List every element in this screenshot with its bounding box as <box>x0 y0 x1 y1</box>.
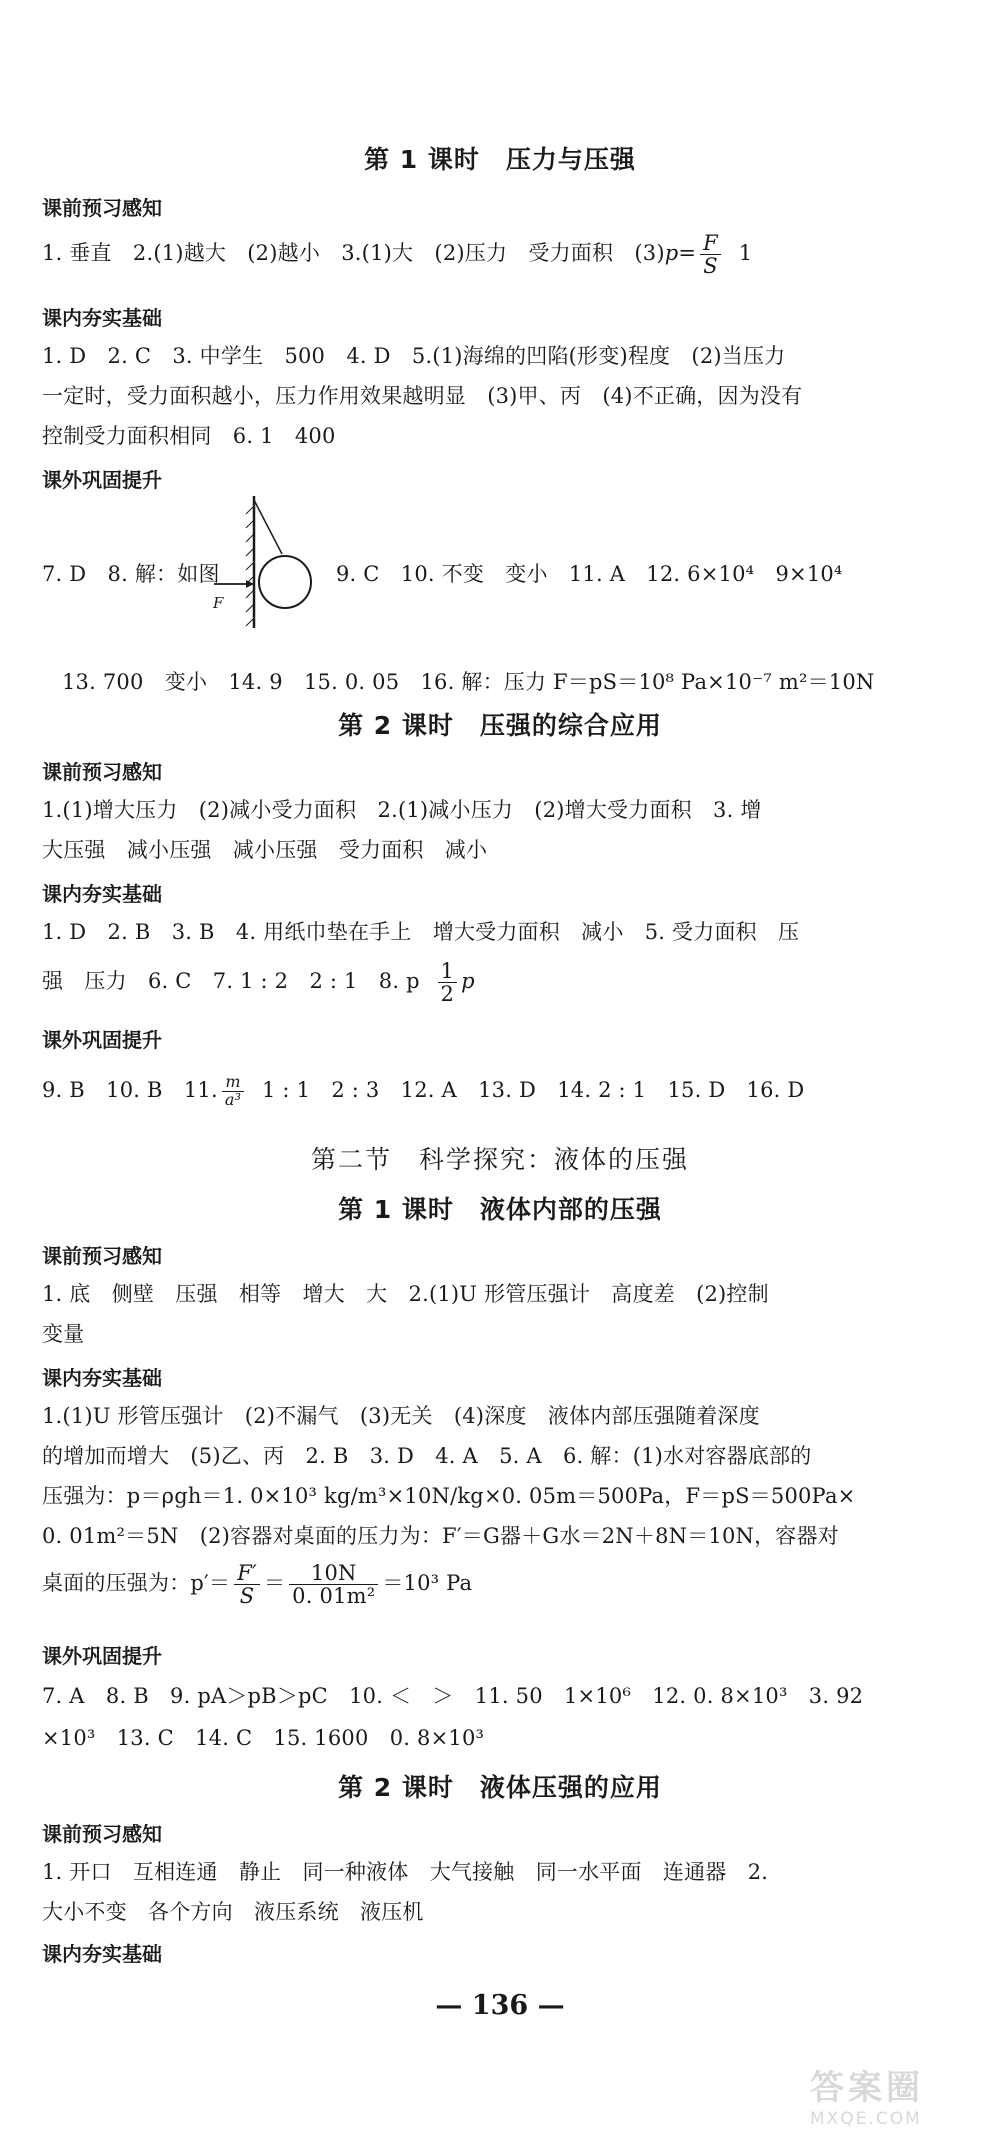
answer-text: 1 : 1 2 : 3 12. A 13. D 14. 2 : 1 15. D 16. D <box>261 1078 805 1102</box>
answer-text: 9. B 10. B 11. <box>42 1078 218 1102</box>
answer-symbol: p <box>664 241 679 266</box>
lesson-title-pressure: 第 1 课时 压力与压强 <box>364 145 636 174</box>
answer-line: 1.(1)U 形管压强计 (2)不漏气 (3)无关 (4)深度 液体内部压强随着深度 <box>42 1404 760 1428</box>
answer-text: 强 压力 6. C 7. 1 : 2 2 : 1 8. p <box>42 969 420 994</box>
heading-basics: 课内夯实基础 <box>42 1942 162 1966</box>
answer-symbol: p <box>461 969 475 994</box>
answer-line: 1.(1)增大压力 (2)减小受力面积 2.(1)减小压力 (2)增大受力面积 3. 增 <box>42 798 762 822</box>
answer-line: 大小不变 各个方向 液压系统 液压机 <box>42 1900 424 1924</box>
answer-line: 大压强 减小压强 减小压强 受力面积 减小 <box>42 838 488 862</box>
heading-basics: 课内夯实基础 <box>42 306 162 330</box>
answer-line <box>42 232 962 277</box>
answer-text: 桌面的压强为：p′＝ <box>42 1571 231 1596</box>
heading-preview: 课前预习感知 <box>42 1822 162 1846</box>
fraction-denominator: 2 <box>440 982 455 1007</box>
lesson-title-pressure-application: 第 2 课时 压强的综合应用 <box>338 711 662 740</box>
answer-line: 1. 底 侧壁 压强 相等 增大 大 2.(1)U 形管压强计 高度差 (2)控制 <box>42 1282 769 1306</box>
answer-line: 的增加而增大 (5)乙、丙 2. B 3. D 4. A 5. A 6. 解：(1)水对容器底部的 <box>42 1444 812 1468</box>
ball-circle <box>259 556 311 608</box>
answer-line: 1. 开口 互相连通 静止 同一种液体 大气接触 同一水平面 连通器 2. <box>42 1860 769 1884</box>
fraction <box>234 1562 260 1607</box>
answer-line <box>42 1074 962 1109</box>
fraction-numerator: 1 <box>438 960 458 983</box>
heading-extension: 课外巩固提升 <box>42 468 162 492</box>
fraction-numerator: F′ <box>234 1562 260 1585</box>
watermark-text: 答案圈 <box>810 2068 924 2108</box>
answer-text: ＝10³ Pa <box>382 1571 473 1596</box>
fraction <box>438 960 458 1005</box>
watermark-url: MXQE.COM <box>810 2109 922 2129</box>
answer-line: 0. 01m²＝5N (2)容器对桌面的压力为：F′＝G器＋G水＝2N＋8N＝10N，容器对 <box>42 1524 839 1548</box>
fraction <box>700 232 721 277</box>
fraction-denominator: S <box>703 254 718 279</box>
heading-extension: 课外巩固提升 <box>42 1644 162 1668</box>
heading-preview: 课前预习感知 <box>42 1244 162 1268</box>
fraction-denominator: 0. 01m² <box>292 1584 376 1609</box>
fraction-numerator: 10N <box>289 1562 378 1585</box>
fraction-numerator: m <box>222 1074 244 1092</box>
fraction-denominator: a³ <box>224 1090 242 1109</box>
page-number: — 136 — <box>435 1990 565 2021</box>
heading-preview: 课前预习感知 <box>42 760 162 784</box>
force-diagram-figure <box>210 496 330 636</box>
section-title-liquid-pressure: 第二节 科学探究：液体的压强 <box>310 1145 689 1174</box>
answer-line: 7. D 8. 解：如图 <box>42 562 220 586</box>
answer-text: = <box>678 241 697 266</box>
answer-line <box>42 1562 962 1607</box>
fraction <box>222 1074 244 1109</box>
string-line <box>254 500 282 554</box>
answer-line: 7. A 8. B 9. pA＞pB＞pC 10. ＜ ＞ 11. 50 1×10⁶ 12. 0. 8×10³ 3. 92 <box>42 1684 864 1708</box>
answer-text: 1. 垂直 2.(1)越大 (2)越小 3.(1)大 (2)压力 受力面积 (3) <box>42 241 665 266</box>
lesson-title-liquid-pressure-application: 第 2 课时 液体压强的应用 <box>338 1773 662 1802</box>
answer-line: 1. D 2. B 3. B 4. 用纸巾垫在手上 增大受力面积 减小 5. 受力面积 压 <box>42 920 800 944</box>
answer-line: ×10³ 13. C 14. C 15. 1600 0. 8×10³ <box>42 1726 485 1750</box>
answer-line: 压强为：p＝ρgh＝1. 0×10³ kg/m³×10N/kg×0. 05m＝500Pa，F＝pS＝500Pa× <box>42 1484 856 1508</box>
site-watermark <box>810 2060 990 2130</box>
force-label: F <box>213 594 224 612</box>
answer-line: 9. C 10. 不变 变小 11. A 12. 6×10⁴ 9×10⁴ <box>336 562 843 586</box>
answer-line: 13. 700 变小 14. 9 15. 0. 05 16. 解：压力 F＝pS＝10⁸ Pa×10⁻⁷ m²＝10N <box>62 670 875 694</box>
heading-extension: 课外巩固提升 <box>42 1028 162 1052</box>
answer-line <box>42 960 962 1005</box>
fraction-numerator: F <box>700 232 721 255</box>
answer-line: 1. D 2. C 3. 中学生 500 4. D 5.(1)海绵的凹陷(形变)程度 (2)当压力 <box>42 344 786 368</box>
answer-text: ＝ <box>263 1571 286 1596</box>
heading-preview: 课前预习感知 <box>42 196 162 220</box>
answer-line: 控制受力面积相同 6. 1 400 <box>42 424 336 448</box>
answer-line: 变量 <box>42 1322 85 1346</box>
heading-basics: 课内夯实基础 <box>42 882 162 906</box>
fraction-denominator: S <box>239 1584 255 1609</box>
answer-text: 1 <box>738 241 753 266</box>
lesson-title-liquid-internal-pressure: 第 1 课时 液体内部的压强 <box>338 1195 662 1224</box>
fraction <box>289 1562 378 1607</box>
heading-basics: 课内夯实基础 <box>42 1366 162 1390</box>
answer-line: 一定时，受力面积越小，压力作用效果越明显 (3)甲、丙 (4)不正确，因为没有 <box>42 384 803 408</box>
